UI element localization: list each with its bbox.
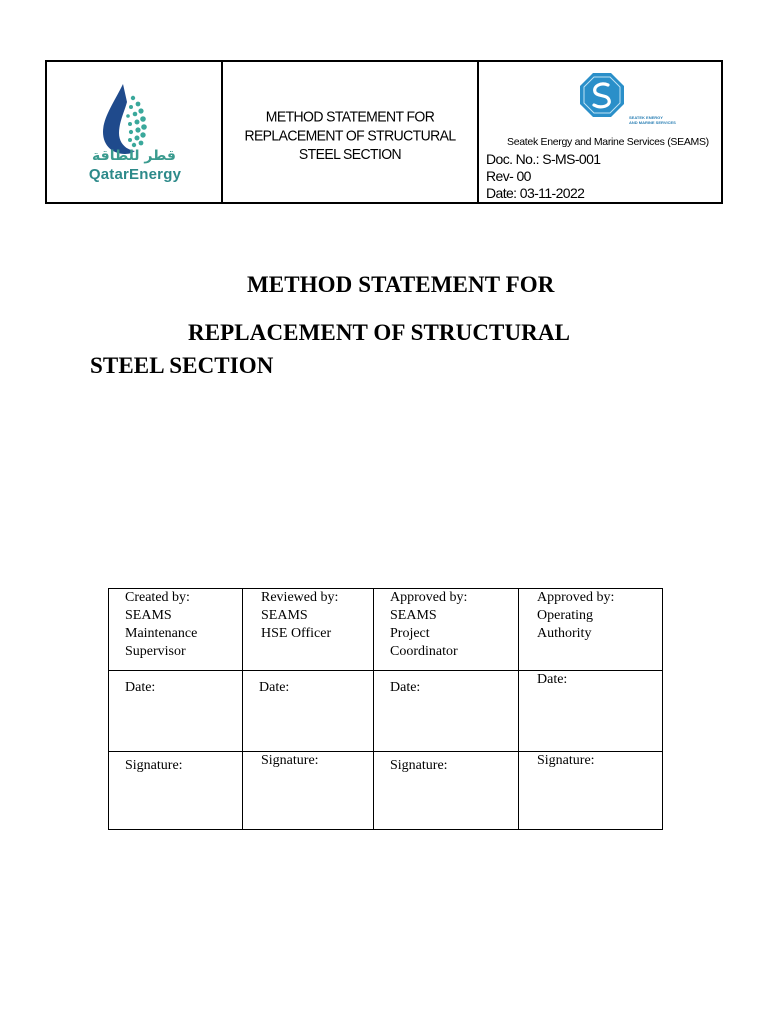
- date-cell: [109, 671, 243, 752]
- role-line: SEAMS: [261, 608, 308, 623]
- document-header: [45, 60, 723, 204]
- signature-label: Signature:: [261, 753, 319, 768]
- date-label: Date:: [537, 672, 568, 687]
- role-line: Approved by:: [537, 590, 615, 605]
- role-line: Authority: [537, 626, 592, 641]
- approval-table: [108, 588, 663, 830]
- qatarenergy-wordmark: QatarEnergy: [88, 166, 182, 183]
- date-cell: [519, 671, 663, 752]
- date-label: Date:: [390, 680, 421, 695]
- header-title-line-2: REPLACEMENT OF STRUCTURAL: [244, 126, 456, 144]
- role-line: SEAMS: [390, 608, 437, 623]
- main-title-line-1: METHOD STATEMENT FOR: [247, 272, 555, 297]
- role-line: SEAMS: [125, 608, 172, 623]
- role-line: Maintenance: [125, 626, 198, 641]
- date-label: Date:: [259, 680, 290, 695]
- revision: Rev- 00: [486, 168, 531, 184]
- company-name: Seatek Energy and Marine Services (SEAMS): [507, 136, 709, 148]
- date-row: [109, 671, 663, 752]
- qatarenergy-arabic-wordmark: قطر للطاقة: [92, 148, 176, 164]
- signature-label: Signature:: [125, 758, 183, 773]
- doc-date: Date: 03-11-2022: [486, 185, 585, 201]
- date-cell: [374, 671, 519, 752]
- date-cell: [243, 671, 374, 752]
- signature-cell: [243, 752, 374, 830]
- header-doc-info-cell: [479, 62, 721, 202]
- signature-row: [109, 752, 663, 830]
- main-title-line-2: REPLACEMENT OF STRUCTURAL: [188, 320, 571, 345]
- header-title-cell: [223, 62, 479, 202]
- role-line: HSE Officer: [261, 626, 332, 641]
- seams-logo-tagline: [629, 115, 676, 125]
- signature-cell: [374, 752, 519, 830]
- role-line: Operating: [537, 608, 593, 623]
- role-line: Approved by:: [390, 590, 468, 605]
- role-cell-created: [109, 589, 243, 671]
- signature-cell: [109, 752, 243, 830]
- seams-tag-line-1: SEATEK ENERGY: [629, 115, 663, 120]
- role-line: Coordinator: [390, 644, 458, 659]
- signature-label: Signature:: [537, 753, 595, 768]
- role-row: [109, 589, 663, 671]
- role-line: Supervisor: [125, 644, 186, 659]
- role-cell-approved-seams: [374, 589, 519, 671]
- seams-tag-line-2: AND MARINE SERVICES: [629, 120, 676, 125]
- date-label: Date:: [125, 680, 156, 695]
- header-title-line-3: STEEL SECTION: [298, 145, 402, 163]
- role-line: Project: [390, 626, 430, 641]
- main-title-line-3: STEEL SECTION: [90, 353, 274, 378]
- signature-cell: [519, 752, 663, 830]
- role-cell-reviewed: [243, 589, 374, 671]
- role-cell-approved-authority: [519, 589, 663, 671]
- doc-number: Doc. No.: S-MS-001: [486, 151, 601, 167]
- header-title: [223, 107, 477, 164]
- role-line: Created by:: [125, 590, 190, 605]
- header-title-line-1: METHOD STATEMENT FOR: [265, 107, 435, 125]
- role-line: Reviewed by:: [261, 590, 339, 605]
- seams-octagon-logo: [579, 72, 625, 118]
- header-logo-cell: [47, 62, 223, 202]
- signature-label: Signature:: [390, 758, 448, 773]
